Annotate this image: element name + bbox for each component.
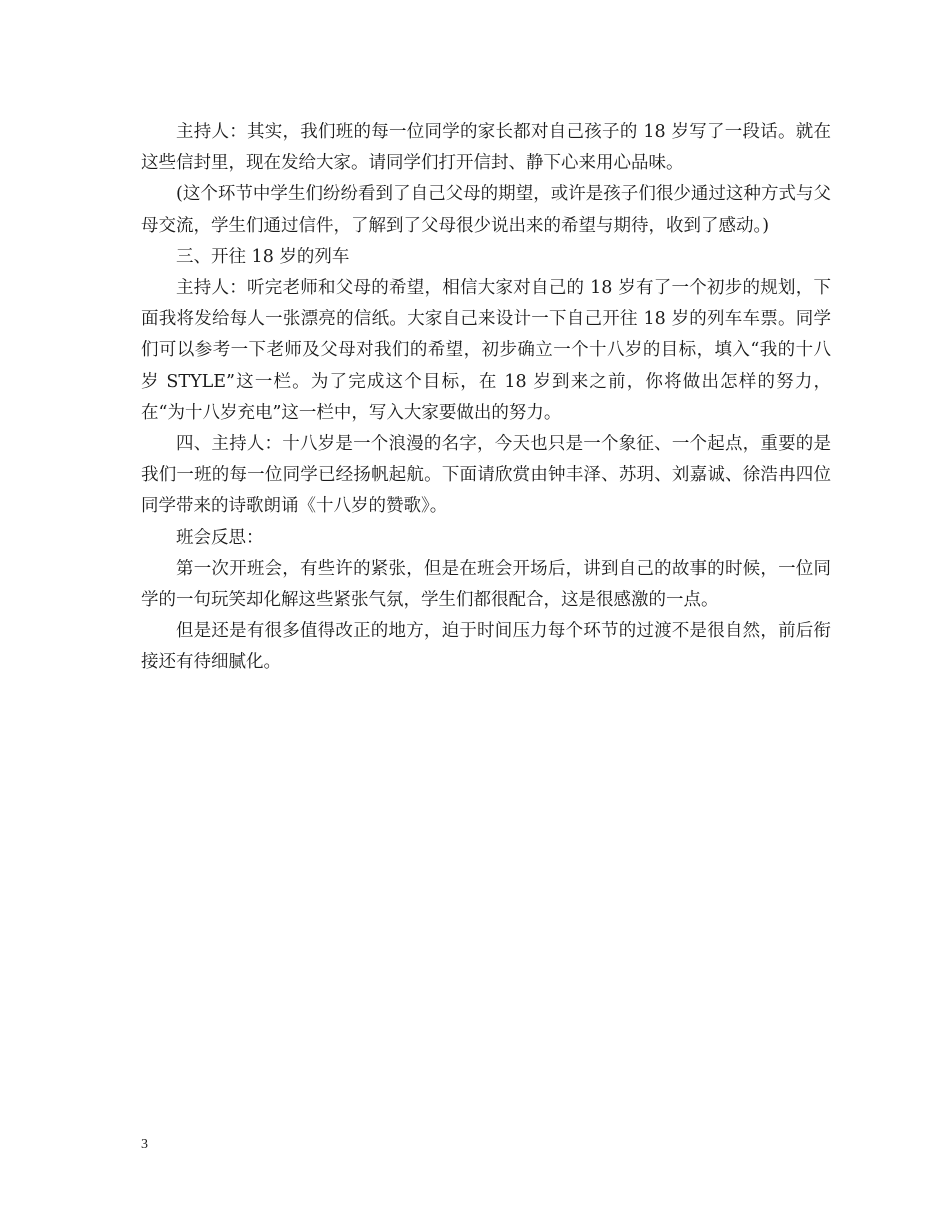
paragraph-host-poem: 四、主持人：十八岁是一个浪漫的名字，今天也只是一个象征、一个起点，重要的是我们一班的每一位同学已经扬帆起航。下面请欣赏由钟丰泽、苏玥、刘嘉诚、徐浩冉四位同学带来的诗歌朗诵《十八岁的赞歌》。 <box>141 434 831 517</box>
paragraph-letters-note: (这个环节中学生们纷纷看到了自己父母的期望，或许是孩子们很少通过这种方式与父母交流，学生们通过信件，了解到了父母很少说出来的希望与期待，收到了感动。) <box>141 184 831 236</box>
section-heading-train: 三、开往 18 岁的列车 <box>176 246 350 267</box>
page-number: 3 <box>141 1137 148 1152</box>
paragraph-reflection-improve: 但是还是有很多值得改正的地方，迫于时间压力每个环节的过渡不是很自然，前后衔接还有待细腻化。 <box>141 621 831 673</box>
paragraph-host-letters: 主持人：其实，我们班的每一位同学的家长都对自己孩子的 18 岁写了一段话。就在这些信封里，现在发给大家。请同学们打开信封、静下心来用心品味。 <box>141 122 831 174</box>
section-heading-reflection: 班会反思： <box>176 527 264 548</box>
paragraph-host-ticket: 主持人：听完老师和父母的希望，相信大家对自己的 18 岁有了一个初步的规划，下面我将发给每人一张漂亮的信纸。大家自己来设计一下自己开往 18 岁的列车车票。同学们可以参考一下老师及父母对我们的希望，初步确立一个十八岁的目标，填入“我的十八岁 STYLE”这一栏。为了完成这个目标，在 18 岁到来之前，你将做出怎样的努力，在“为十八岁充电”这一栏中，写入大家要做出的努力。 <box>141 278 831 423</box>
paragraph-reflection-first: 第一次开班会，有些许的紧张，但是在班会开场后，讲到自己的故事的时候，一位同学的一句玩笑却化解这些紧张气氛，学生们都很配合，这是很感激的一点。 <box>141 558 831 611</box>
document-body <box>141 117 831 679</box>
